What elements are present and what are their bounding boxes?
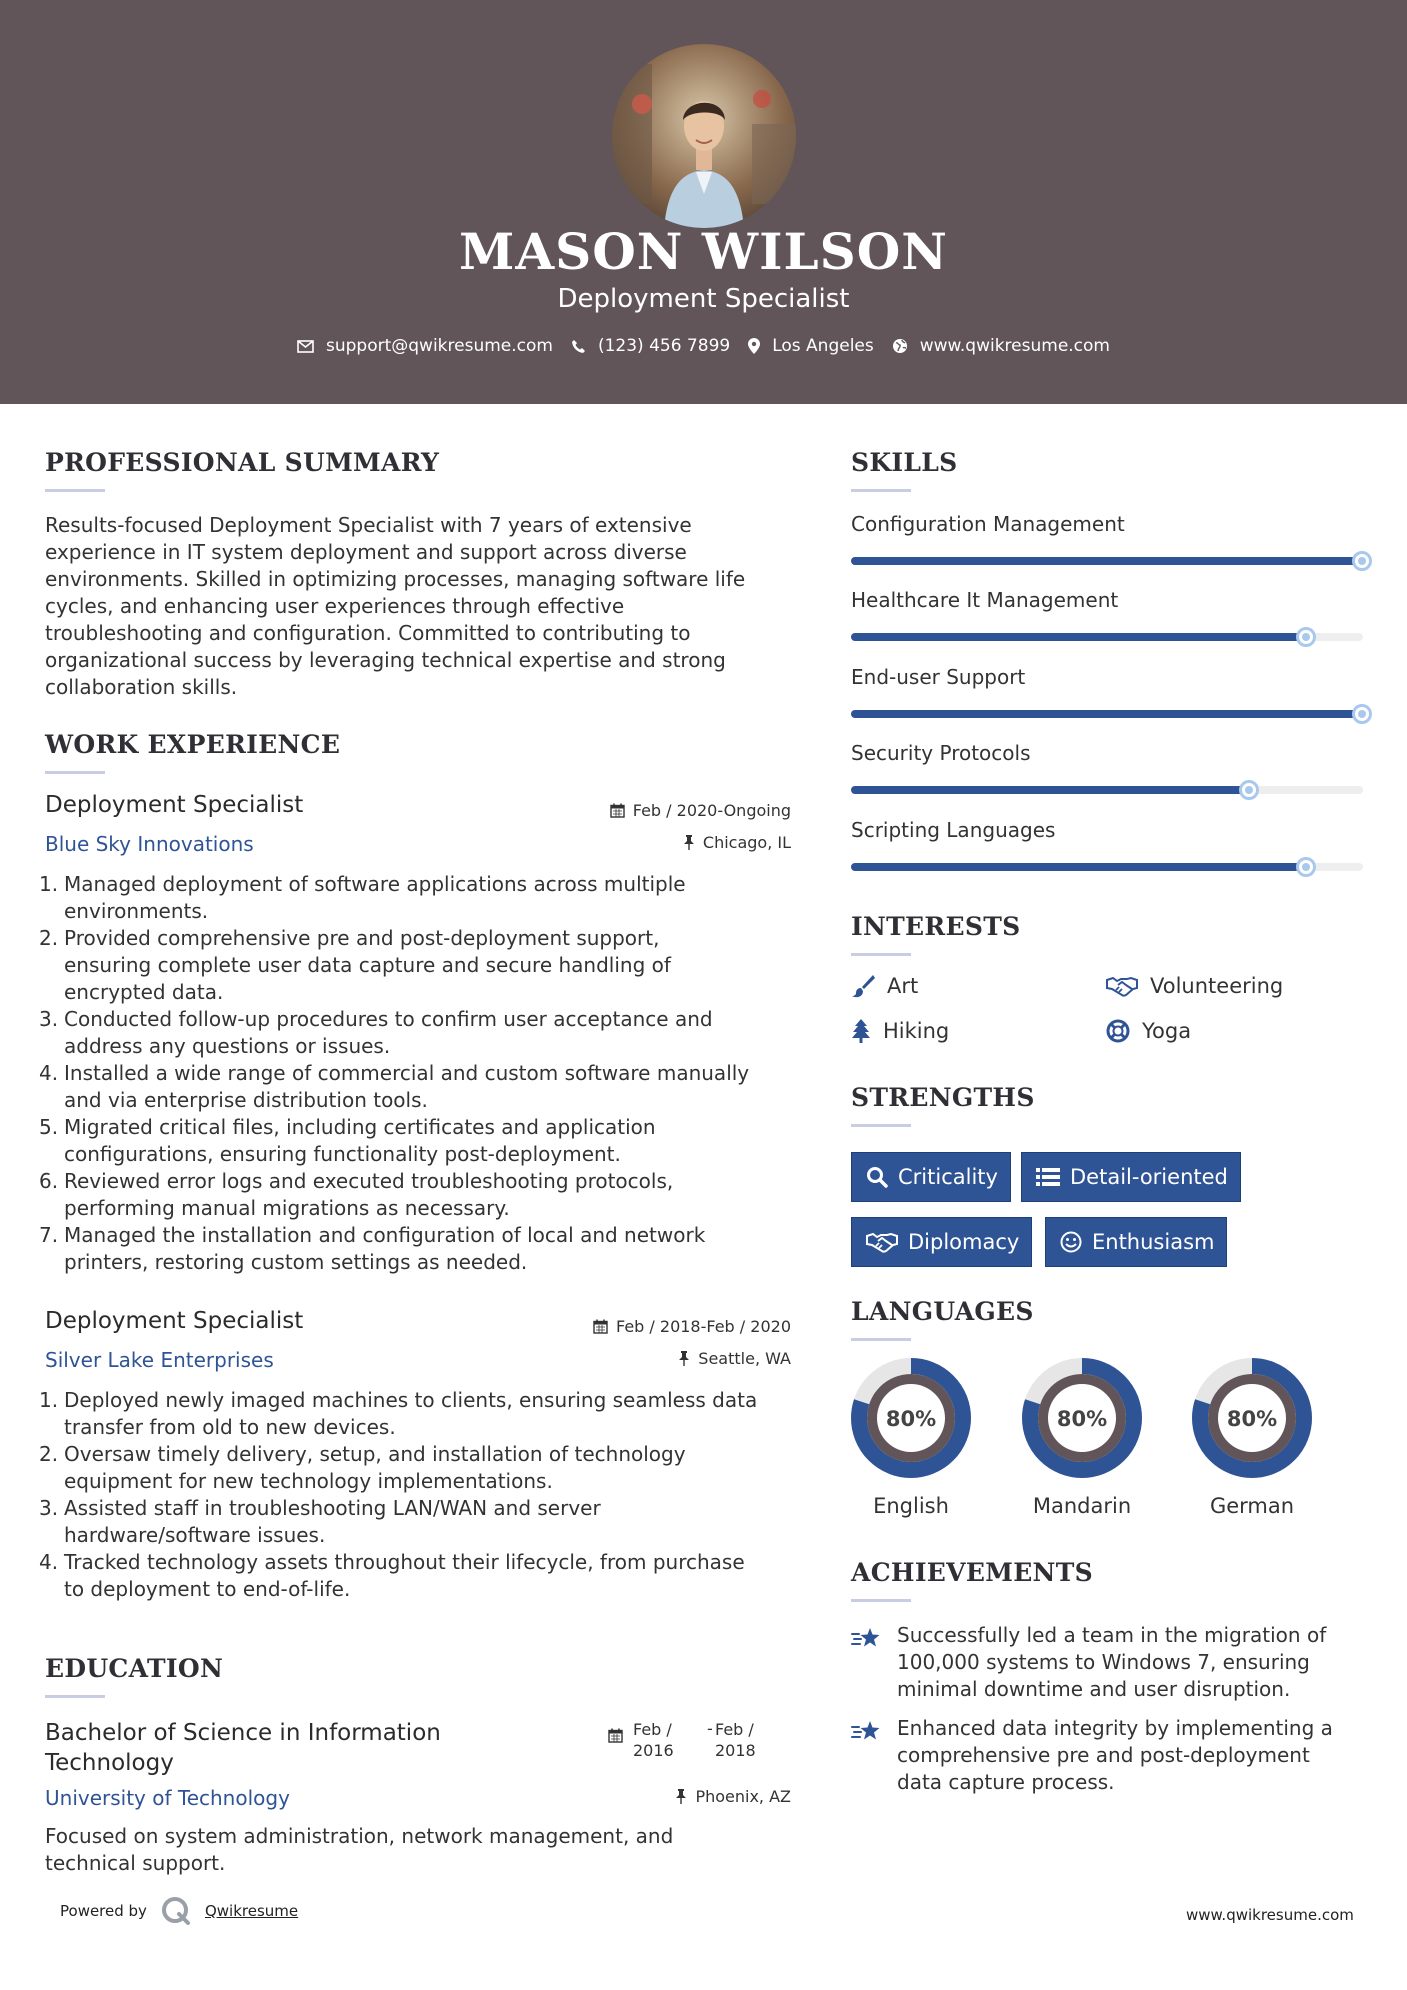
summary-line: experience in IT system deployment and support across diverse (45, 540, 687, 564)
list-line: encrypted data. (64, 980, 224, 1004)
list-number: 3. (39, 1007, 59, 1031)
footer-branding (60, 1896, 298, 1926)
phone-text: (123) 456 7899 (597, 336, 731, 356)
list-line: performing manual migrations as necessary. (64, 1196, 510, 1220)
achievement-item (851, 1622, 1371, 1703)
list-line: ensuring complete user data capture and secure handling of (64, 953, 671, 977)
list-line: equipment for new technology implementations. (64, 1469, 553, 1493)
language-ring (849, 1356, 973, 1480)
list-number: 1. (39, 1388, 59, 1412)
date-line: 2016 (633, 1741, 674, 1760)
interest-label: Yoga (1142, 1019, 1192, 1043)
interest-item (1106, 1019, 1191, 1043)
summary-text (45, 512, 785, 701)
list-icon (1036, 1167, 1060, 1187)
calendar-icon (610, 803, 625, 818)
phone-icon (571, 339, 586, 354)
website-text: www.qwikresume.com (919, 336, 1110, 356)
qwikresume-logo-icon (161, 1896, 191, 1926)
summary-heading: PROFESSIONAL SUMMARY (45, 448, 440, 477)
achievement-line: 100,000 systems to Windows 7, ensuring (897, 1650, 1310, 1674)
handshake-icon (866, 1231, 898, 1253)
list-item (39, 871, 805, 925)
interests-heading: INTERESTS (851, 912, 1021, 941)
list-item (39, 1060, 805, 1114)
job-location-text: Chicago, IL (702, 833, 791, 852)
strength-chip (1021, 1152, 1241, 1202)
skill-bar-knob (1296, 627, 1316, 647)
language-ring (1020, 1356, 1144, 1480)
list-line: transfer from old to new devices. (64, 1415, 396, 1439)
calendar-icon (593, 1319, 608, 1334)
interest-item (1106, 974, 1283, 998)
experience-divider (45, 771, 105, 774)
list-line: Managed the installation and configuration of local and network (64, 1223, 706, 1247)
skill-bar (851, 710, 1363, 718)
smile-icon (1060, 1231, 1082, 1253)
skill-bar (851, 557, 1363, 565)
resume-header (0, 0, 1407, 404)
list-line: printers, restoring custom settings as needed. (64, 1250, 528, 1274)
skill-label: Configuration Management (851, 512, 1125, 536)
list-line: environments. (64, 899, 209, 923)
tree-icon (851, 1019, 871, 1043)
shooting-star-icon (851, 1719, 881, 1745)
experience-heading: WORK EXPERIENCE (45, 730, 341, 759)
shooting-star-icon (851, 1626, 881, 1652)
job-dates (593, 1317, 791, 1336)
skill-bar (851, 633, 1363, 641)
list-number: 4. (39, 1550, 59, 1574)
education-start-date (633, 1719, 674, 1761)
summary-line: cycles, and enhancing user experiences through effective (45, 594, 625, 618)
strength-label: Detail-oriented (1070, 1165, 1228, 1189)
interest-item (851, 1019, 949, 1043)
language-name: Mandarin (1032, 1494, 1132, 1518)
strengths-heading: STRENGTHS (851, 1083, 1035, 1112)
list-line: Tracked technology assets throughout their lifecycle, from purchase (64, 1550, 745, 1574)
skill-bar-fill (851, 710, 1363, 718)
job-location (683, 833, 791, 852)
date-line: 2018 (715, 1741, 756, 1760)
list-line: Managed deployment of software applications across multiple (64, 872, 686, 896)
school-name: University of Technology (45, 1786, 290, 1810)
skill-bar-knob (1239, 780, 1259, 800)
date-line: Feb / (633, 1720, 672, 1739)
achievement-text (897, 1622, 1326, 1703)
list-item (39, 1441, 805, 1495)
contact-location (748, 336, 874, 356)
summary-line: organizational success by leveraging technical expertise and strong (45, 648, 726, 672)
achievement-line: data capture process. (897, 1770, 1115, 1794)
education-divider (45, 1695, 105, 1698)
list-item (39, 1387, 805, 1441)
list-number: 3. (39, 1496, 59, 1520)
skill-bar-knob (1352, 551, 1372, 571)
list-line: Oversaw timely delivery, setup, and installation of technology (64, 1442, 686, 1466)
company-name: Silver Lake Enterprises (45, 1348, 274, 1372)
list-line: Installed a wide range of commercial and custom software manually (64, 1061, 750, 1085)
skill-bar-fill (851, 863, 1307, 871)
list-item (39, 1168, 805, 1222)
list-line: Deployed newly imaged machines to clients, ensuring seamless data (64, 1388, 758, 1412)
location-text: Los Angeles (772, 336, 874, 356)
list-number: 2. (39, 926, 59, 950)
candidate-name: MASON WILSON (459, 222, 948, 281)
contact-website[interactable] (892, 336, 1110, 356)
job-location-text: Seattle, WA (698, 1349, 791, 1368)
company-name: Blue Sky Innovations (45, 832, 254, 856)
language-percent: 80% (1056, 1407, 1108, 1431)
language-ring-svg (1190, 1356, 1314, 1480)
achievements-divider (851, 1599, 911, 1602)
profile-photo (612, 44, 796, 228)
strength-label: Enthusiasm (1092, 1230, 1215, 1254)
summary-line: collaboration skills. (45, 675, 238, 699)
contact-bar (0, 336, 1407, 356)
strength-label: Diplomacy (908, 1230, 1020, 1254)
list-item (39, 1222, 805, 1276)
pushpin-icon (683, 835, 695, 850)
job-dates-text: Feb / 2020-Ongoing (632, 801, 791, 820)
language-ring-svg (1020, 1356, 1144, 1480)
skill-bar-knob (1352, 704, 1372, 724)
search-icon (866, 1166, 888, 1188)
date-separator: - (707, 1719, 713, 1738)
language-percent: 80% (1226, 1407, 1278, 1431)
contact-phone[interactable] (571, 336, 730, 356)
achievement-text (897, 1715, 1333, 1796)
job-dates-text: Feb / 2018-Feb / 2020 (616, 1317, 791, 1336)
summary-line: environments. Skilled in optimizing processes, managing software life (45, 567, 746, 591)
list-line: Assisted staff in troubleshooting LAN/WAN and server (64, 1496, 601, 1520)
job-responsibilities (39, 1387, 805, 1603)
strength-chip (851, 1152, 1011, 1202)
list-number: 1. (39, 872, 59, 896)
pushpin-icon (675, 1789, 687, 1804)
strength-chip (851, 1217, 1032, 1267)
list-item (39, 1114, 805, 1168)
summary-line: troubleshooting and configuration. Committed to contributing to (45, 621, 691, 645)
skill-bar (851, 786, 1363, 794)
education-end-date (715, 1719, 756, 1761)
interest-item (851, 974, 918, 998)
skill-bar-fill (851, 633, 1307, 641)
list-number: 6. (39, 1169, 59, 1193)
description-line: Focused on system administration, network management, and (45, 1824, 674, 1848)
strengths-divider (851, 1124, 911, 1127)
achievement-item (851, 1715, 1371, 1796)
achievements-heading: ACHIEVEMENTS (851, 1558, 1093, 1587)
globe-icon (892, 338, 908, 354)
list-line: configurations, ensuring functionality post-deployment. (64, 1142, 621, 1166)
email-text: support@qwikresume.com (326, 336, 553, 356)
interests-divider (851, 953, 911, 956)
skill-label: Security Protocols (851, 741, 1031, 765)
skill-label: Healthcare It Management (851, 588, 1119, 612)
list-number: 2. (39, 1442, 59, 1466)
list-line: Provided comprehensive pre and post-deployment support, (64, 926, 660, 950)
map-pin-icon (748, 338, 760, 354)
qwikresume-link[interactable]: Qwikresume (204, 1902, 299, 1920)
job-title: Deployment Specialist (45, 1308, 304, 1334)
school-location-text: Phoenix, AZ (695, 1787, 791, 1806)
list-line: hardware/software issues. (64, 1523, 326, 1547)
language-ring (1190, 1356, 1314, 1480)
footer-website[interactable]: www.qwikresume.com (1186, 1906, 1354, 1924)
skills-divider (851, 489, 911, 492)
skill-label: End-user Support (851, 665, 1026, 689)
skill-bar-fill (851, 557, 1363, 565)
list-item (39, 1006, 805, 1060)
language-name: German (1209, 1494, 1295, 1518)
list-line: Migrated critical files, including certificates and application (64, 1115, 656, 1139)
skills-heading: SKILLS (851, 448, 958, 477)
list-number: 5. (39, 1115, 59, 1139)
achievement-line: Enhanced data integrity by implementing a (897, 1716, 1333, 1740)
strength-label: Criticality (898, 1165, 998, 1189)
list-item (39, 1549, 805, 1603)
skill-bar (851, 863, 1363, 871)
powered-by-text: Powered by (60, 1902, 147, 1920)
date-line: Feb / (715, 1720, 754, 1739)
language-name: English (873, 1494, 949, 1518)
paintbrush-icon (851, 974, 875, 998)
handshake-icon (1106, 975, 1138, 997)
achievement-line: Successfully led a team in the migration of (897, 1623, 1327, 1647)
interest-label: Hiking (883, 1019, 950, 1043)
languages-heading: LANGUAGES (851, 1297, 1034, 1326)
strength-chip (1045, 1217, 1227, 1267)
list-item (39, 925, 805, 1006)
list-line: to deployment to end-of-life. (64, 1577, 351, 1601)
summary-line: Results-focused Deployment Specialist with 7 years of extensive (45, 513, 692, 537)
education-description (45, 1823, 785, 1877)
achievement-line: minimal downtime and user disruption. (897, 1677, 1291, 1701)
list-item (39, 1495, 805, 1549)
candidate-title: Deployment Specialist (557, 284, 850, 314)
job-responsibilities (39, 871, 805, 1276)
skill-label: Scripting Languages (851, 818, 1056, 842)
language-percent: 80% (885, 1407, 937, 1431)
list-number: 7. (39, 1223, 59, 1247)
summary-divider (45, 489, 105, 492)
list-line: Conducted follow-up procedures to confirm user acceptance and (64, 1007, 713, 1031)
description-line: technical support. (45, 1851, 226, 1875)
job-location (678, 1349, 791, 1368)
skill-bar-fill (851, 786, 1250, 794)
degree-line: Bachelor of Science in Information (45, 1720, 441, 1746)
skill-bar-knob (1296, 857, 1316, 877)
envelope-icon (297, 340, 314, 353)
school-location (675, 1787, 791, 1806)
contact-email[interactable] (297, 336, 553, 356)
job-title: Deployment Specialist (45, 792, 304, 818)
degree-line: Technology (45, 1750, 174, 1776)
achievement-line: comprehensive pre and post-deployment (897, 1743, 1310, 1767)
pushpin-icon (678, 1351, 690, 1366)
list-line: Reviewed error logs and executed troubleshooting protocols, (64, 1169, 674, 1193)
list-line: address any questions or issues. (64, 1034, 391, 1058)
languages-divider (851, 1338, 911, 1341)
degree-title (45, 1718, 441, 1778)
education-heading: EDUCATION (45, 1654, 224, 1683)
calendar-icon (608, 1728, 623, 1747)
list-line: and via enterprise distribution tools. (64, 1088, 428, 1112)
language-ring-svg (849, 1356, 973, 1480)
interest-label: Volunteering (1150, 974, 1284, 998)
job-dates (610, 801, 791, 820)
lifering-icon (1106, 1019, 1130, 1043)
list-number: 4. (39, 1061, 59, 1085)
interest-label: Art (887, 974, 919, 998)
